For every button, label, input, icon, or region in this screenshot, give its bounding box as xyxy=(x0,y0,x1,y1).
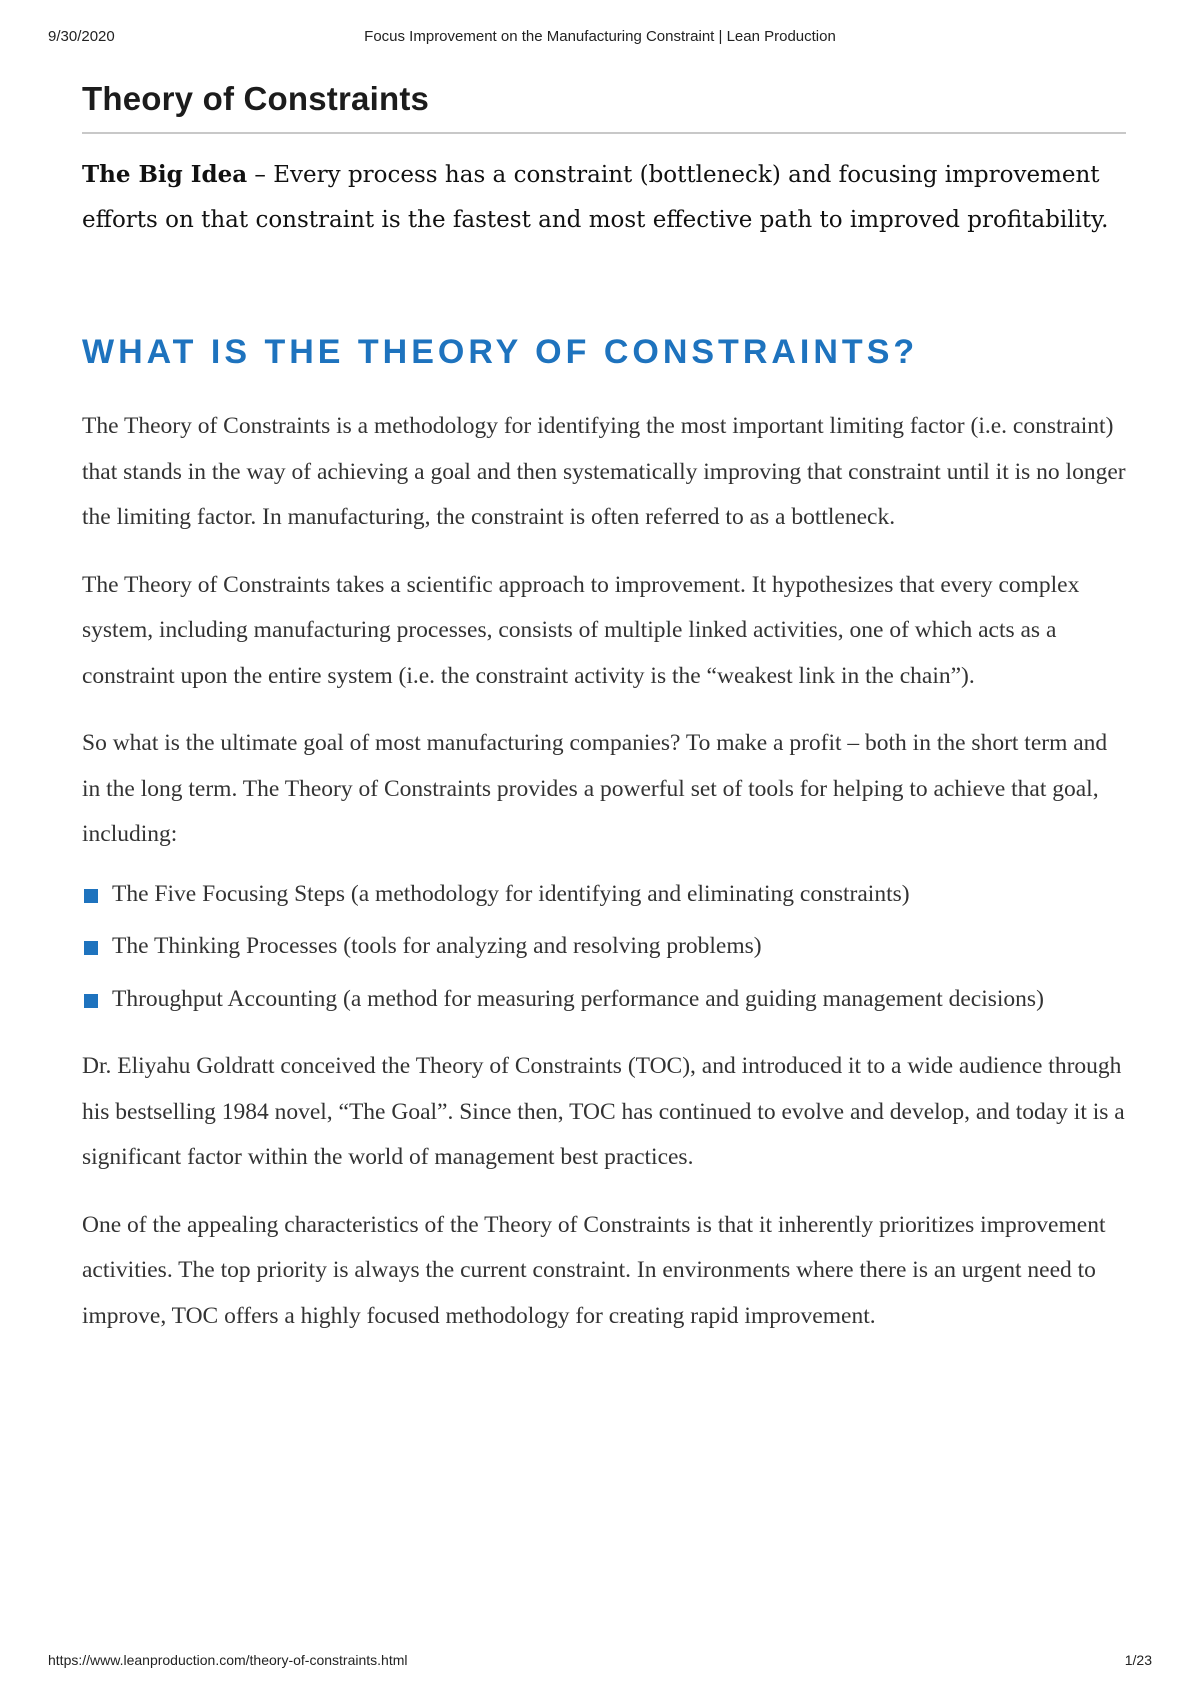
page-number: 1/23 xyxy=(1124,1652,1152,1668)
paragraph-goal: So what is the ultimate goal of most manufacturing companies? To make a profit – both in the short term and in the long term. The Theory of Constraints provides a powerful set of tools for helping to achieve that goal, including: xyxy=(82,730,1108,847)
paragraph-goldratt: Dr. Eliyahu Goldratt conceived the Theory of Constraints (TOC), and introduced it to a wide audience through his bestselling 1984 novel, “The Goal”. Since then, TOC has continued to evolve and develop, and today it is a significant factor within the world of management best practices. xyxy=(82,1053,1125,1170)
print-header xyxy=(48,28,1152,48)
page-title: Theory of Constraints xyxy=(82,80,1126,134)
list-item xyxy=(82,924,1126,970)
paragraph-scientific-approach: The Theory of Constraints takes a scientific approach to improvement. It hypothesizes that every complex system, including manufacturing processes, consists of multiple linked activities, one of which acts as a constraint upon the entire system (i.e. the constraint activity is the “weakest link in the chain”). xyxy=(82,571,1080,689)
section-heading: WHAT IS THE THEORY OF CONSTRAINTS? xyxy=(82,333,919,371)
print-document-title: Focus Improvement on the Manufacturing Constraint | Lean Production xyxy=(364,28,836,45)
square-bullet-icon xyxy=(84,941,98,955)
big-idea-lead: The Big Idea xyxy=(82,161,248,188)
print-date: 9/30/2020 xyxy=(48,28,115,45)
list-item-text: The Thinking Processes (tools for analyzing and resolving problems) xyxy=(112,933,762,959)
list-item-text: Throughput Accounting (a method for measuring performance and guiding management decisions) xyxy=(112,985,1044,1012)
print-footer xyxy=(48,1652,1152,1672)
list-item-text: The Five Focusing Steps (a methodology for identifying and eliminating constraints) xyxy=(112,880,910,907)
big-idea-text: – Every process has a constraint (bottleneck) and focusing improvement efforts on that constraint is the fastest and most effective path to improved profitability. xyxy=(82,162,1109,233)
tools-list xyxy=(82,872,1126,1023)
article-body xyxy=(82,404,1126,1339)
page-url: https://www.leanproduction.com/theory-of-constraints.html xyxy=(48,1652,408,1668)
square-bullet-icon xyxy=(84,994,98,1008)
list-item xyxy=(82,977,1126,1023)
big-idea-summary xyxy=(82,152,1126,243)
paragraph-prioritization: One of the appealing characteristics of the Theory of Constraints is that it inherently prioritizes improvement activities. The top priority is always the current constraint. In environments where there is an urgent need to improve, TOC offers a highly focused methodology for creating rapid improvement. xyxy=(82,1211,1106,1329)
paragraph-definition: The Theory of Constraints is a methodology for identifying the most important limiting factor (i.e. constraint) that stands in the way of achieving a goal and then systematically improving that constraint until it is no longer the limiting factor. In manufacturing, the constraint is often referred to as a bottleneck. xyxy=(82,413,1126,530)
list-item xyxy=(82,872,1126,918)
square-bullet-icon xyxy=(84,889,98,903)
article-content xyxy=(82,80,1126,1339)
